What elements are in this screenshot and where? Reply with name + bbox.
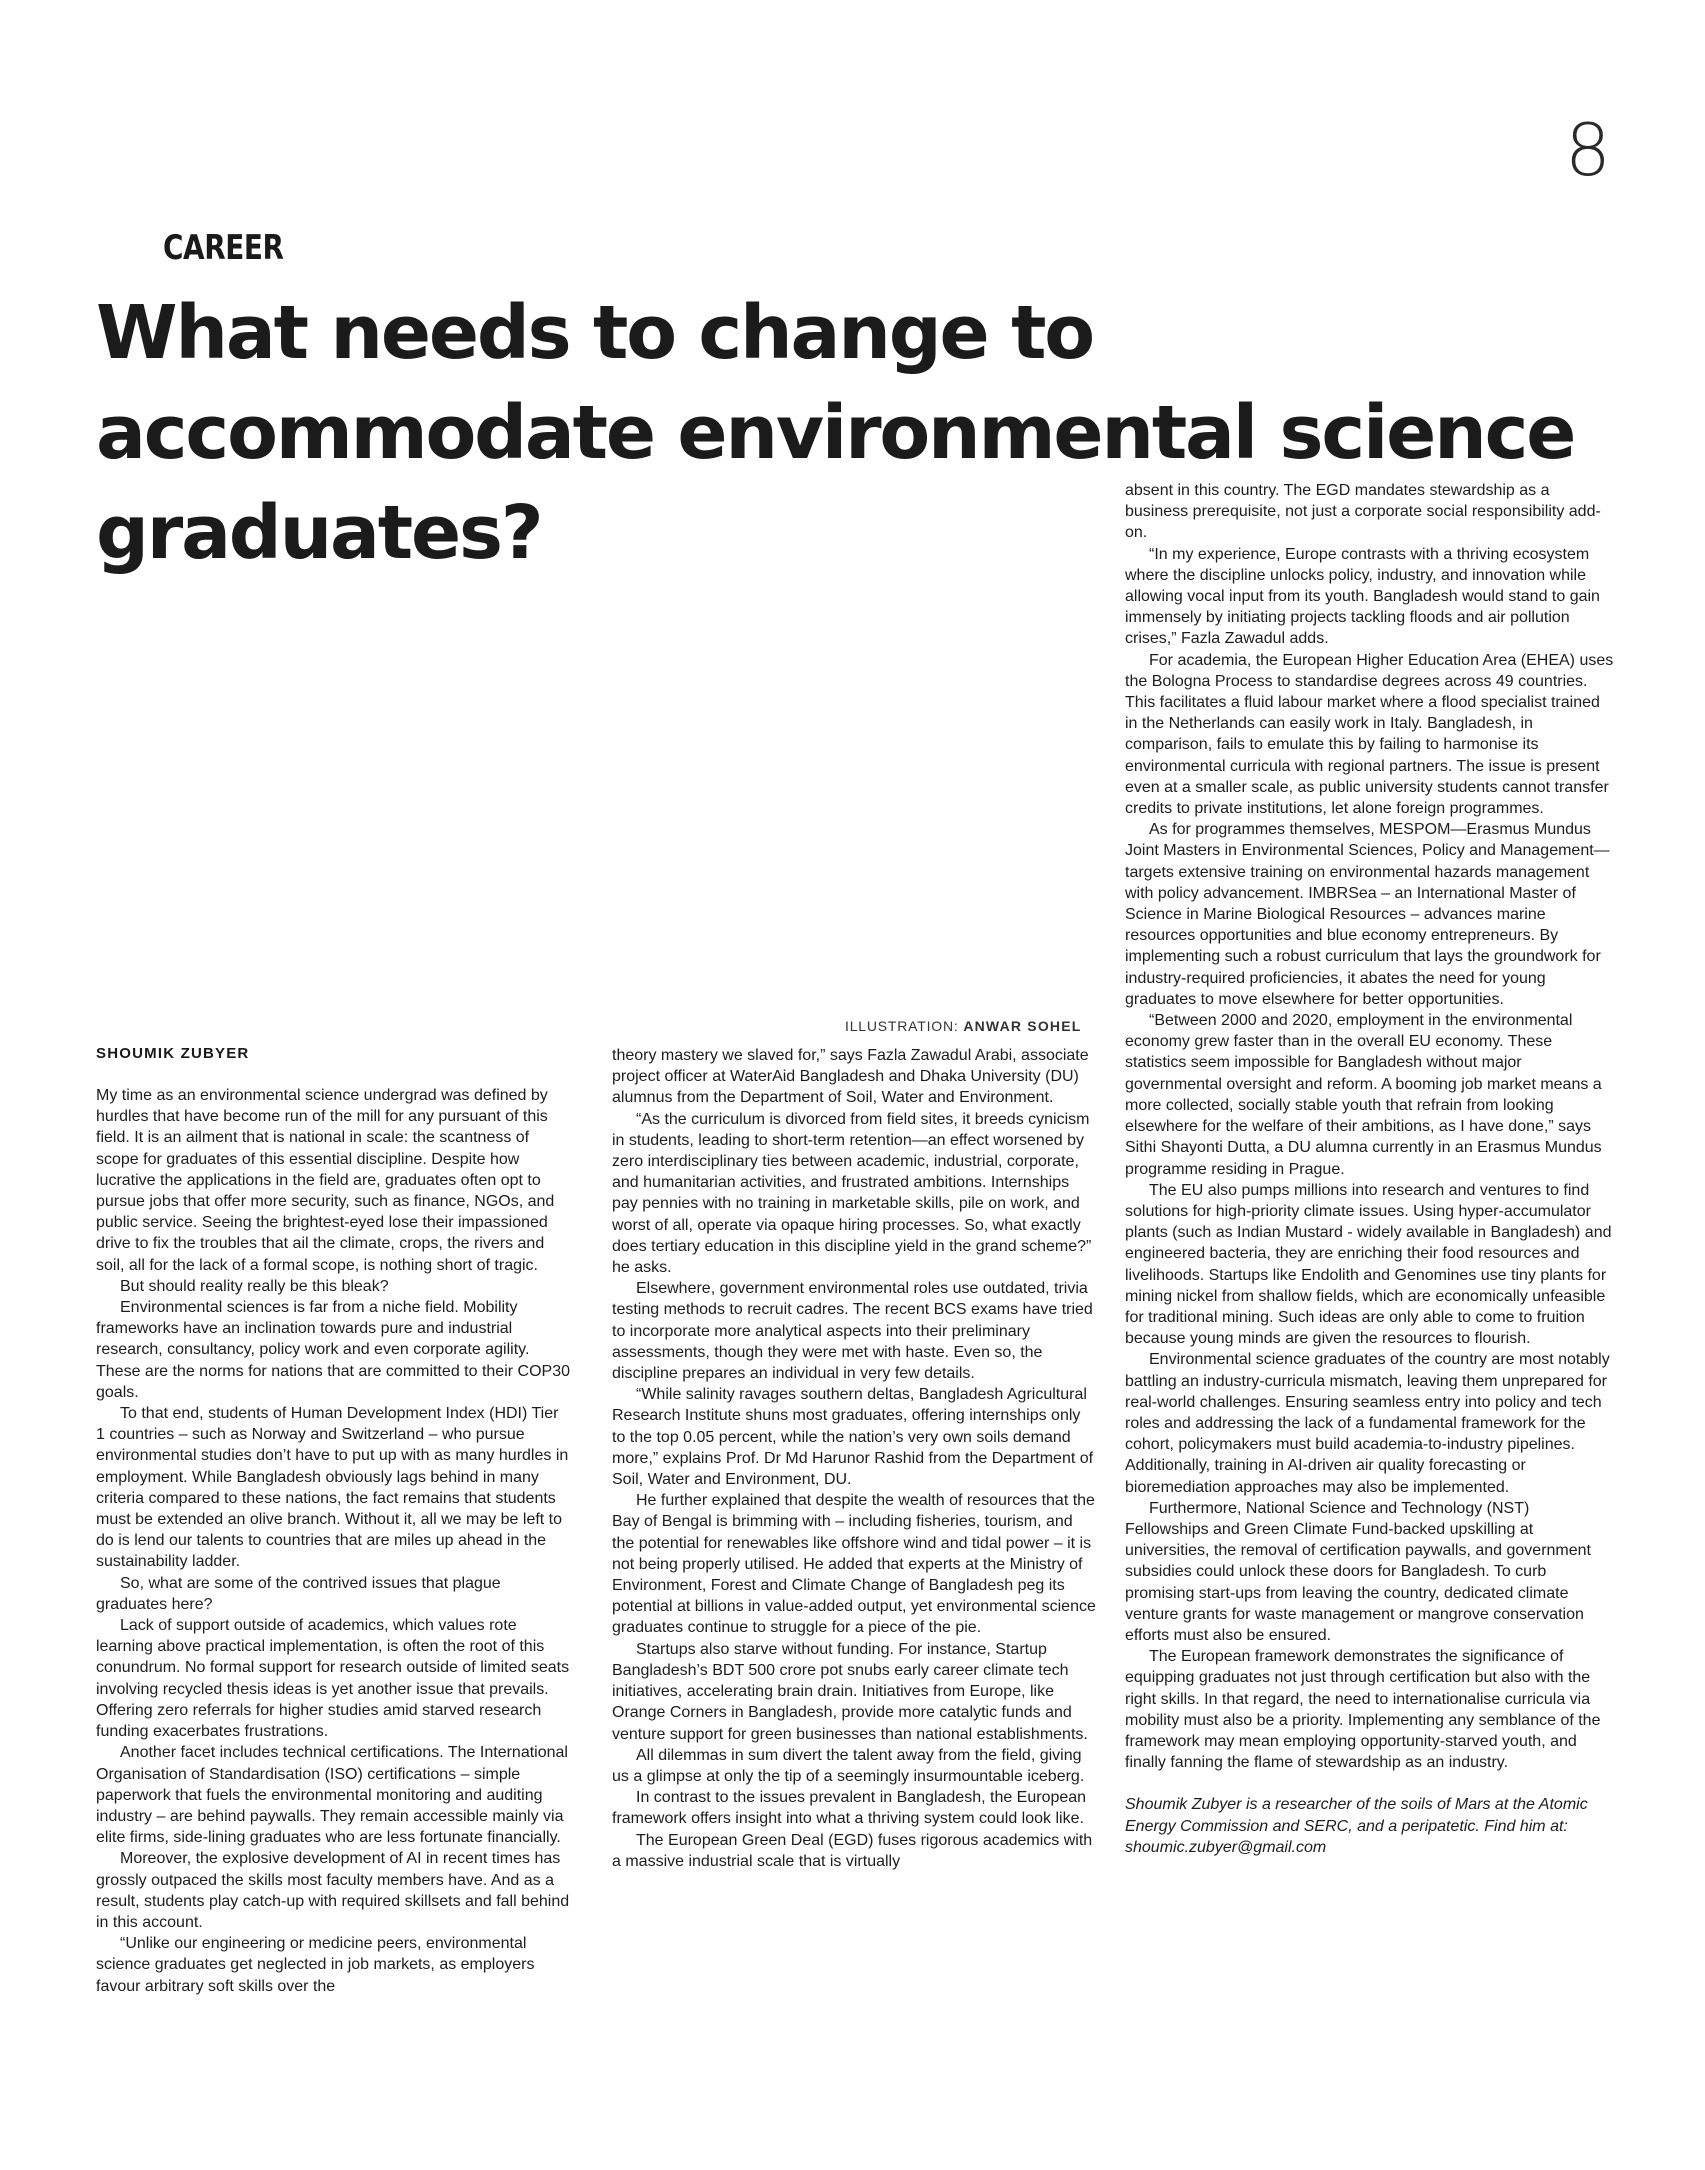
article-column-3	[1125, 480, 1615, 1858]
paragraph: But should reality really be this bleak?	[120, 1277, 389, 1295]
paragraph: Startups also starve without funding. For instance, Startup Bangladesh’s BDT 500 crore pot snubs early career climate tech initiatives, accelerating brain drain. Initiatives from Europe, like Orange Corners in Bangladesh, provide more catalytic funds and venture support for green businesses than national establishments.	[612, 1640, 1088, 1743]
paragraph: “As the curriculum is divorced from field sites, it breeds cynicism in students, leading to short-term retention—an effect worsened by zero interdisciplinary ties between academic, industrial, corporate, and humanitarian activities, and frustrated ambitions. Internships pay pennies with no training in marketable skills, pile on work, and worst of all, operate via opaque hiring processes. So, what exactly does tertiary education in this discipline yield in the grand scheme?” he asks.	[612, 1110, 1092, 1277]
paragraph: Environmental science graduates of the country are most notably battling an industry-curricula mismatch, leaving them unprepared for real-world challenges. Ensuring seamless entry into policy and tech roles and addressing the lack of a fundamental framework for the cohort, policymakers must build academia-to-industry pipelines. Additionally, training in AI-driven air quality forecasting or bioremediation approaches may also be implemented.	[1125, 1351, 1610, 1496]
paragraph: He further explained that despite the wealth of resources that the Bay of Bengal is brimming with – including fisheries, tourism, and the potential for renewables like offshore wind and tidal power – it is not being properly utilised. He added that experts at the Ministry of Environment, Forest and Climate Change of Bangladesh peg its potential at billions in value-added output, yet environmental science graduates continue to struggle for a piece of the pie.	[612, 1492, 1096, 1637]
illustration-credit-name: ANWAR SOHEL	[963, 1018, 1082, 1034]
paragraph: All dilemmas in sum divert the talent away from the field, giving us a glimpse at only the tip of a seemingly insurmountable iceberg.	[612, 1746, 1085, 1785]
article-column-1	[96, 1085, 570, 1997]
paragraph: Another facet includes technical certifications. The International Organisation of Standardisation (ISO) certifications – simple paperwork that fuels the environmental monitoring and auditing industry – are behind paywalls. They remain accessible mainly via elite firms, side-lining graduates who are less fortunate financially.	[96, 1744, 568, 1847]
paragraph: As for programmes themselves, MESPOM—Erasmus Mundus Joint Masters in Environmental Sciences, Policy and Management—targets extensive training on environmental hazards management with policy advancement. IMBRSea – an International Master of Science in Marine Biological Resources – advances marine resources opportunities and blue economy entrepreneurs. By implementing such a robust curriculum that lays the groundwork for industry-required proficiencies, it abates the need for young graduates to move elsewhere for better opportunities.	[1125, 821, 1610, 1008]
paragraph: Environmental sciences is far from a niche field. Mobility frameworks have an inclination towards pure and industrial research, consultancy, policy work and even corporate agility. These are the norms for nations that are committed to their COP30 goals.	[96, 1299, 570, 1401]
paragraph: In contrast to the issues prevalent in Bangladesh, the European framework offers insight into what a thriving system could look like.	[612, 1789, 1087, 1828]
paragraph: “Between 2000 and 2020, employment in the environmental economy grew faster than in the overall EU economy. These statistics seem impossible for Bangladesh without major governmental oversight and reform. A booming job market means a more collected, socially stable youth that refrain from looking elsewhere for the welfare of their ambitions, as I have done,” says Sithi Shayonti Dutta, a DU alumna currently in an Erasmus Mundus programme residing in Prague.	[1125, 1012, 1602, 1178]
paragraph: Lack of support outside of academics, which values rote learning above practical implementation, is often the root of this conundrum. No formal support for research outside of limited seats involving recycled thesis ideas is yet another issue that prevails. Offering zero referrals for higher studies amid starved research funding exacerbates frustrations.	[96, 1617, 570, 1741]
paragraph: “Unlike our engineering or medicine peers, environmental science graduates get neglected in job markets, as employers favour arbitrary soft skills over the	[96, 1935, 535, 1995]
article-column-2	[612, 1045, 1098, 1872]
paragraph: theory mastery we slaved for,” says Fazla Zawadul Arabi, associate project officer at WaterAid Bangladesh and Dhaka University (DU) alumnus from the Department of Soil, Water and Environment.	[612, 1047, 1089, 1107]
paragraph: Moreover, the explosive development of AI in recent times has grossly outpaced the skills most faculty members have. And as a result, students play catch-up with required skillsets and fall behind in this account.	[96, 1850, 570, 1931]
paragraph: “While salinity ravages southern deltas, Bangladesh Agricultural Research Institute shuns most graduates, offering internships only to the top 0.05 percent, while the nation’s very own soils demand more,” explains Prof. Dr Md Harunor Rashid from the Department of Soil, Water and Environment, DU.	[612, 1386, 1094, 1489]
section-label: CAREER	[163, 228, 284, 268]
illustration-credit	[845, 1018, 1082, 1034]
author-note: Shoumik Zubyer is a researcher of the soils of Mars at the Atomic Energy Commission and SERC, and a peripatetic. Find him at: shoumic.zubyer@gmail.com	[1125, 1796, 1588, 1856]
paragraph: “In my experience, Europe contrasts with a thriving ecosystem where the discipline unlocks policy, industry, and innovation while allowing vocal input from its youth. Bangladesh would stand to gain immensely by initiating projects tackling floods and air pollution crises,” Fazla Zawadul adds.	[1125, 545, 1600, 648]
paragraph: The European framework demonstrates the significance of equipping graduates not just through certification but also with the right skills. In that regard, the need to internationalise curricula via mobility must also be a priority. Implementing any semblance of the framework may mean employing opportunity-starved youth, and finally fanning the flame of stewardship as an industry.	[1125, 1648, 1601, 1772]
paragraph: Elsewhere, government environmental roles use outdated, trivia testing methods to recruit cadres. The recent BCS exams have tried to incorporate more analytical aspects into their preliminary assessments, though they were met with haste. Even so, the discipline prepares an individual in very few details.	[612, 1280, 1093, 1383]
headline: What needs to change to accommodate environmental science graduates?	[96, 290, 1575, 576]
byline: SHOUMIK ZUBYER	[96, 1045, 250, 1062]
paragraph: The EU also pumps millions into research and ventures to find solutions for high-priority climate issues. Using hyper-accumulator plants (such as Indian Mustard - widely available in Bangladesh) and engineered bacteria, they are enriching their food resources and livelihoods. Startups like Endolith and Genomines use tiny plants for mining nickel from shallow fields, which are economically unfeasible for traditional mining. Such ideas are only able to come to fruition because young minds are given the resources to flourish.	[1125, 1181, 1612, 1348]
page-number: 8	[1565, 108, 1611, 192]
paragraph: The European Green Deal (EGD) fuses rigorous academics with a massive industrial scale that is virtually	[612, 1831, 1093, 1870]
paragraph: For academia, the European Higher Education Area (EHEA) uses the Bologna Process to standardise degrees across 49 countries. This facilitates a fluid labour market where a flood specialist trained in the Netherlands can easily work in Italy. Bangladesh, in comparison, fails to emulate this by failing to harmonise its environmental curricula with regional partners. The issue is present even at a smaller scale, as public university students cannot transfer credits to private institutions, let alone foreign programmes.	[1125, 651, 1614, 818]
paragraph: To that end, students of Human Development Index (HDI) Tier 1 countries – such as Norway and Switzerland – who pursue environmental studies don’t have to put up with as many hurdles in employment. While Bangladesh obviously lags behind in many criteria compared to these nations, the fact remains that students must be extended an olive branch. Without it, all we may be left to do is lend our talents to countries that are miles up ahead in the sustainability ladder.	[96, 1405, 569, 1571]
paragraph: Furthermore, National Science and Technology (NST) Fellowships and Green Climate Fund-backed upskilling at universities, the removal of certification paywalls, and government subsidies could unlock these doors for Bangladesh. To curb promising start-ups from leaving the country, dedicated climate venture grants for waste management or mangrove conservation efforts must also be ensured.	[1125, 1499, 1591, 1644]
paragraph: My time as an environmental science undergrad was defined by hurdles that have become run of the mill for any pursuant of this field. It is an ailment that is national in scale: the scantness of scope for graduates of this essential discipline. Despite how lucrative the applications in the field are, graduates often opt to pursue jobs that offer more security, such as finance, NGOs, and public service. Seeing the brightest-eyed lose their impassioned drive to fix the troubles that ail the climate, crops, the rivers and soil, all for the lack of a formal scope, is nothing short of tragic.	[96, 1087, 555, 1274]
paragraph: absent in this country. The EGD mandates stewardship as a business prerequisite, not just a corporate social responsibility add-on.	[1125, 482, 1601, 542]
paragraph: So, what are some of the contrived issues that plague graduates here?	[96, 1574, 501, 1613]
illustration-credit-label: ILLUSTRATION:	[845, 1018, 959, 1034]
